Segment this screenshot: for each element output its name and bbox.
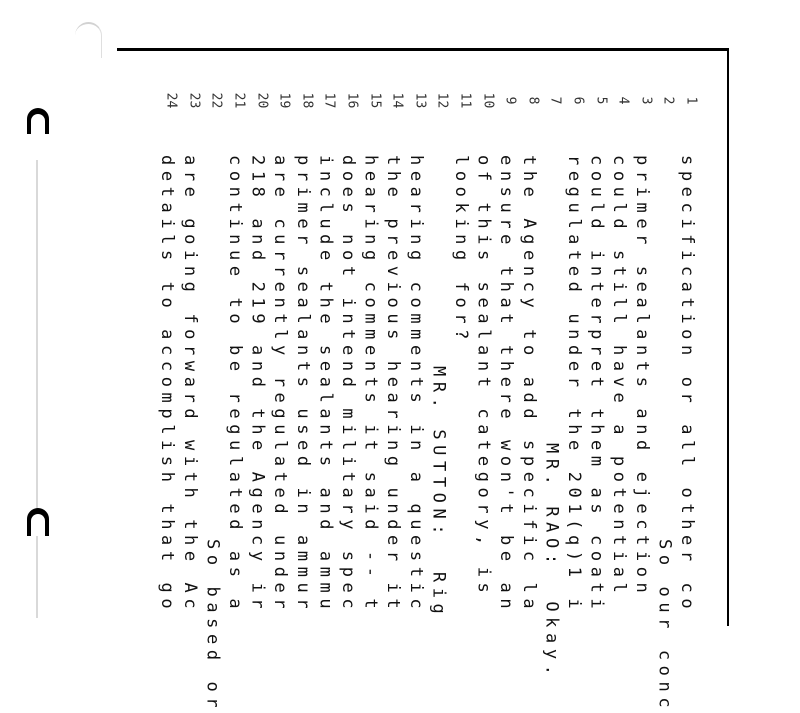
- transcript-line: So based or: [202, 539, 223, 713]
- transcript-line: does not intend military spec: [338, 155, 358, 615]
- line-number: 3: [638, 96, 654, 105]
- transcript-line: MR. RAO: Okay.: [541, 443, 562, 681]
- line-number: 19: [276, 92, 292, 109]
- line-number: 24: [163, 92, 179, 109]
- line-number: 18: [299, 92, 315, 109]
- transcript-line: the Agency to add specific la: [518, 155, 539, 615]
- line-number: 14: [389, 92, 405, 109]
- transcript-line: details to accomplish that go: [157, 155, 178, 615]
- line-number: 15: [367, 92, 383, 109]
- binder-curl-mark: [75, 22, 102, 58]
- line-number: 1: [683, 96, 699, 105]
- transcript-line: primer sealants used in ammur: [292, 155, 313, 615]
- transcript-line: include the sealants and ammu: [315, 155, 336, 615]
- line-number: 20: [254, 92, 270, 109]
- line-number: 10: [480, 92, 496, 109]
- transcript-line: primer sealants and ejection: [631, 155, 652, 599]
- transcript-line: So our conc: [654, 539, 675, 713]
- line-number: 7: [547, 96, 563, 105]
- transcript-line: are going forward with the Ac: [179, 155, 200, 615]
- line-number: 11: [457, 92, 473, 109]
- transcript-line: are currently regulated under: [270, 155, 291, 615]
- transcript-line: could interpret them as coati: [586, 155, 607, 615]
- punch-hole-top: [27, 108, 49, 134]
- line-number: 16: [344, 92, 360, 109]
- line-number: 22: [208, 92, 224, 109]
- line-number: 23: [186, 92, 202, 109]
- line-number: 12: [434, 92, 450, 109]
- line-number: 21: [231, 92, 247, 109]
- binding-edge-line: [36, 160, 38, 618]
- transcript-line: of this sealant category, is: [473, 155, 494, 599]
- line-number: 4: [615, 96, 631, 105]
- line-number: 13: [412, 92, 428, 109]
- transcript-line: looking for?: [451, 155, 471, 346]
- transcript-line: ensure that there won't be an: [496, 155, 517, 615]
- transcript-page: [117, 48, 729, 713]
- line-number: 6: [570, 96, 586, 105]
- line-number: 17: [321, 92, 337, 109]
- line-number: 2: [660, 96, 676, 105]
- transcript-line: specification or all other co: [677, 155, 697, 615]
- transcript-line: hearing comments it said -- t: [360, 155, 381, 615]
- transcript-line: continue to be regulated as a: [225, 155, 245, 615]
- line-number: 9: [502, 96, 518, 105]
- transcript-line: regulated under the 201(q)1 i: [564, 155, 584, 615]
- transcript-line: the previous hearing under it: [383, 155, 404, 615]
- line-number: 8: [525, 96, 541, 105]
- transcript-line: 218 and 219 and the Agency ir: [247, 155, 268, 615]
- punch-hole-bottom: [27, 508, 49, 536]
- line-number: 5: [593, 96, 609, 105]
- transcript-line: MR. SUTTON: Rig: [428, 366, 449, 620]
- transcript-line: could still have a potential: [609, 155, 630, 599]
- transcript-line: hearing comments in a questic: [405, 155, 426, 615]
